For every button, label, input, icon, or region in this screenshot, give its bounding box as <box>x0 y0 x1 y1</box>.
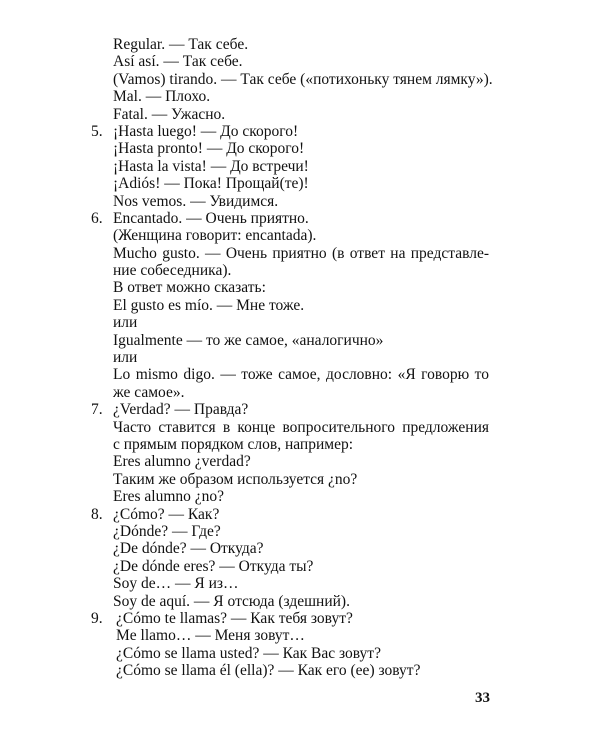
text-line <box>0 366 600 383</box>
line-text: ¡Hasta pronto! — До скорого! <box>113 140 305 158</box>
text-line <box>0 401 600 418</box>
line-text: или <box>113 314 138 332</box>
line-text: Igualmente — то же самое, «аналогично» <box>113 331 384 349</box>
line-text: Eres alumno ¿no? <box>113 488 225 506</box>
line-text: Encantado. — Очень приятно. <box>113 209 309 227</box>
text-line <box>0 610 600 627</box>
item-number: 9. <box>91 609 103 627</box>
text-line <box>0 332 600 349</box>
text-line <box>0 262 600 279</box>
text-line <box>0 210 600 227</box>
line-text: Таким же образом используется ¿no? <box>113 470 358 488</box>
text-line <box>0 279 600 296</box>
text-line <box>0 36 600 53</box>
item-number: 7. <box>91 401 103 419</box>
text-line <box>0 645 600 662</box>
text-line <box>0 297 600 314</box>
line-text: ¿Cómo? — Как? <box>113 505 220 523</box>
text-line <box>0 488 600 505</box>
text-line <box>0 314 600 331</box>
text-line <box>0 471 600 488</box>
line-text: ние собеседника). <box>113 262 232 280</box>
text-line <box>0 123 600 140</box>
text-line <box>0 453 600 470</box>
text-line <box>0 140 600 157</box>
line-text: ¡Hasta luego! — До скорого! <box>113 122 299 140</box>
line-text: (Vamos) tirando. — Так себе («потихоньку тянем лямку»). <box>113 70 493 88</box>
line-text: с прямым порядком слов, например: <box>113 435 354 453</box>
line-text: Часто ставится в конце вопросительного предложения <box>113 418 489 436</box>
line-text: Fatal. — Ужасно. <box>113 105 226 123</box>
text-line <box>0 506 600 523</box>
text-line <box>0 384 600 401</box>
text-line <box>0 193 600 210</box>
line-text: же самое». <box>113 383 185 401</box>
text-line <box>0 88 600 105</box>
line-text: Lo mismo digo. — тоже самое, дословно: «Я говорю то <box>113 366 489 384</box>
line-text: ¿De dónde eres? — Откуда ты? <box>113 557 314 575</box>
item-number: 8. <box>91 505 103 523</box>
line-text: Soy de aquí. — Я отсюда (здешний). <box>113 592 350 610</box>
text-line <box>0 106 600 123</box>
text-line <box>0 158 600 175</box>
text-line <box>0 227 600 244</box>
line-text: ¿Dónde? — Где? <box>113 522 221 540</box>
line-text: Mucho gusto. — Очень приятно (в ответ на представле- <box>113 244 489 262</box>
text-line <box>0 53 600 70</box>
text-line <box>0 540 600 557</box>
text-line <box>0 575 600 592</box>
line-text: Eres alumno ¿verdad? <box>113 453 251 471</box>
line-text: В ответ можно сказать: <box>113 279 266 297</box>
page-body <box>0 36 600 679</box>
text-line <box>0 245 600 262</box>
text-line <box>0 662 600 679</box>
item-number: 5. <box>91 122 103 140</box>
line-text: Nos vemos. — Увидимся. <box>113 192 279 210</box>
line-text: (Женщина говорит: encantada). <box>113 227 317 245</box>
line-text: ¿Verdad? — Правда? <box>113 401 249 419</box>
text-line <box>0 523 600 540</box>
line-text: ¿De dónde? — Откуда? <box>113 540 264 558</box>
line-text: ¿Cómo te llamas? — Как тебя зовут? <box>116 609 353 627</box>
text-line <box>0 436 600 453</box>
text-line <box>0 349 600 366</box>
text-line <box>0 593 600 610</box>
line-text: ¡Adiós! — Пока! Прощай(те)! <box>113 175 309 193</box>
text-line <box>0 175 600 192</box>
text-line <box>0 419 600 436</box>
page-number: 33 <box>475 690 490 706</box>
line-text: или <box>113 349 138 367</box>
line-text: ¿Cómo se llama usted? — Как Вас зовут? <box>116 644 381 662</box>
line-text: Soy de… — Я из… <box>113 575 239 593</box>
line-text: ¡Hasta la vista! — До встречи! <box>113 157 309 175</box>
line-text: Mal. — Плохо. <box>113 88 211 106</box>
item-number: 6. <box>91 209 103 227</box>
line-text: Regular. — Так себе. <box>113 36 249 53</box>
line-text: El gusto es mío. — Мне тоже. <box>113 296 305 314</box>
text-line <box>0 558 600 575</box>
text-line <box>0 627 600 644</box>
line-text: Me llamo… — Меня зовут… <box>116 627 305 645</box>
line-text: Así así. — Так себе. <box>113 53 243 71</box>
text-line <box>0 71 600 88</box>
line-text: ¿Cómo se llama él (ella)? — Как его (ее) зовут? <box>116 662 421 680</box>
